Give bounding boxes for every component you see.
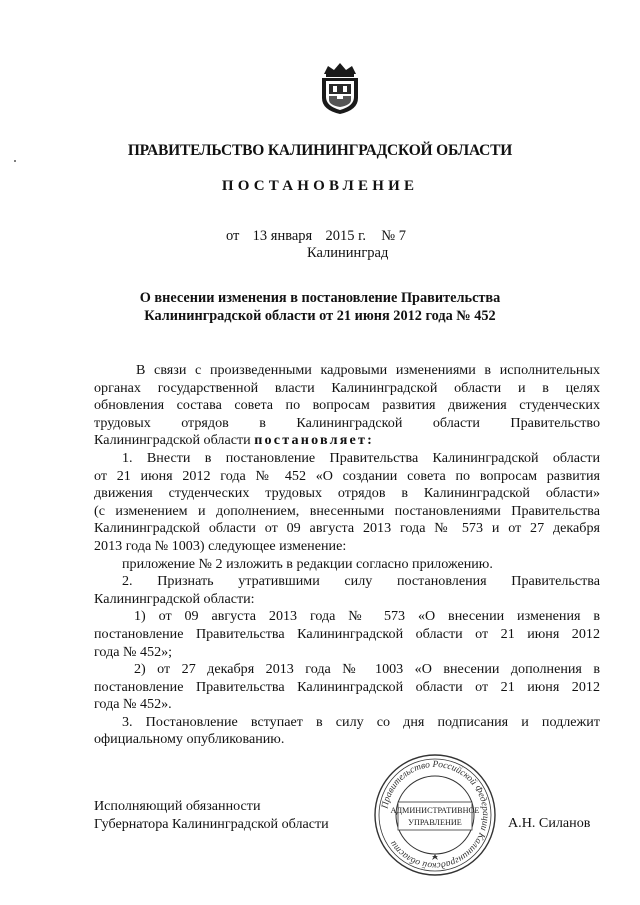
body-line: В связи с произведенными кадровыми изменениями в исполнительных [136,362,600,378]
body-line: года № 452»; [94,643,173,660]
body-line: приложение № 2 изложить в редакции согласно приложению. [122,555,493,572]
coat-of-arms-emblem [318,60,362,116]
body-line [94,432,600,450]
body-text [94,362,600,749]
body-line: органах государственной власти Калининградской области и в целях [94,379,600,396]
date-value: 13 января [252,228,313,244]
city: Калининград [307,245,389,261]
body-line: Калининградской области от 09 августа 2013 года № 573 и от 27 декабря [94,520,600,537]
date-prefix: от [226,228,240,244]
star-icon [432,854,438,860]
date-year: 2015 г. [325,228,367,244]
document-type: ПОСТАНОВЛЕНИЕ [221,178,419,194]
body-line: обновления состава совета по вопросам развития движения студенческих [94,397,600,414]
body-line: постановление Правительства Калининградской области от 21 июня 2012 [94,625,600,642]
body-line: движения студенческих трудовых отрядов в Калининградской области» [94,485,600,502]
body-line: 1. Внести в постановление Правительства Калининградской области [122,449,600,466]
body-line: 1) от 09 августа 2013 года № 573 «О внесении изменения в [134,608,600,625]
official-stamp [372,752,498,878]
body-line: Калининградской области: [94,590,255,607]
body-line: от 21 июня 2012 года № 452 «О создании совета по вопросам развития [94,467,600,484]
signatory-name: А.Н. Силанов [508,815,591,831]
body-line: 2013 года № 1003) следующее изменение: [94,537,347,554]
subject-line-2: Калининградской области от 21 июня 2012 года № 452 [144,308,496,324]
stamp-center-line-1: АДМИНИСТРАТИВНОЕ [390,806,480,815]
body-line-part: Калининградской области [94,432,251,449]
date-line [226,228,406,245]
subject-line-1: О внесении изменения в постановление Правительства [139,290,501,306]
decree-verb: постановляет: [254,432,375,449]
body-line: трудовых отрядов в Калининградской области Правительство [94,414,600,431]
body-line: официальному опубликованию. [94,731,285,748]
signatory-position-line-2: Губернатора Калининградской области [94,815,329,832]
government-title: ПРАВИТЕЛЬСТВО КАЛИНИНГРАДСКОЙ ОБЛАСТИ [127,142,513,159]
signature-block [94,798,329,833]
stamp-center-line-2: УПРАВЛЕНИЕ [408,818,462,827]
body-line: 2) от 27 декабря 2013 года № 1003 «О внесении дополнения в [134,661,600,678]
body-line: (с изменением и дополнением, внесенными постановлениями Правительства [94,502,600,519]
stamp-ring-text: Правительство Российской Федерации Калининградской области [380,759,491,871]
body-line: 3. Постановление вступает в силу со дня подписания и подлежит [122,713,600,730]
document-number: № 7 [381,228,407,244]
signatory-position-line-1: Исполняющий обязанности [94,798,261,814]
margin-dot [14,160,16,162]
body-line: года № 452». [94,696,172,713]
body-line: 2. Признать утратившими силу постановления Правительства [122,573,600,590]
body-line: постановление Правительства Калининградской области от 21 июня 2012 [94,678,600,695]
